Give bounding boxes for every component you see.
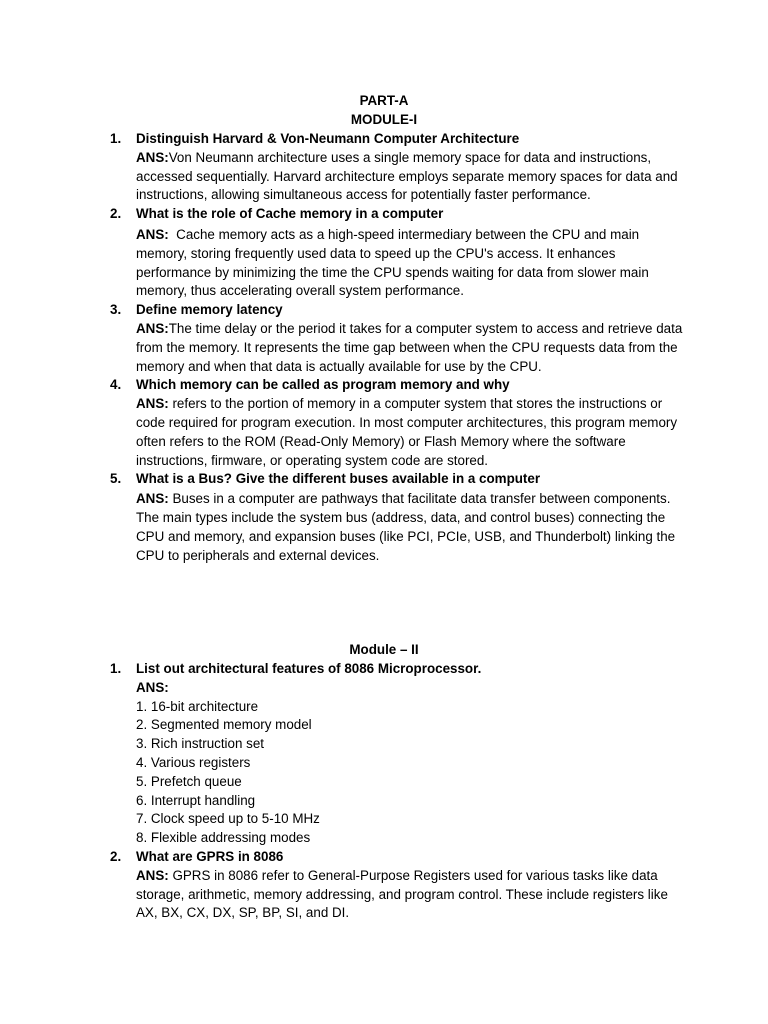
question-item [110,470,690,565]
question-text: What is the role of Cache memory in a computer [136,206,444,222]
question-item [110,205,690,301]
answer-label: ANS: [136,149,169,165]
answer-label: ANS: [136,491,169,507]
question-number: 1. [110,661,122,676]
module-2-title: Module – II [349,642,419,657]
answer [136,320,690,376]
module-2-questions [110,660,690,923]
answer-label: ANS: [136,679,169,695]
question-number: 3. [110,302,122,318]
answer [136,226,690,301]
answer-text: Buses in a computer are pathways that facilitate data transfer between components. The main types include the system bus (address, data, and control buses) connecting the CPU and memory, and expansion buses (like PCI, PCIe, USB, and Thunderbolt) linking the CPU to peripherals and external devices. [136,491,676,563]
answer [136,867,690,923]
question-item [110,130,690,205]
question-number: 1. [110,131,122,146]
answer-label: ANS: [136,320,169,336]
question-text: Which memory can be called as program memory and why [136,377,510,393]
list-item: 1. 16-bit architecture [136,698,259,714]
answer-label: ANS: [136,867,169,883]
part-title: PART-A [359,93,409,108]
list-item: 6. Interrupt handling [136,792,256,808]
list-item: 8. Flexible addressing modes [136,830,311,846]
answer-text: refers to the portion of memory in a computer system that stores the instructions or code required for program execution. In most computer architectures, this program memory often refers to the ROM (Read-Only Memory) or Flash Memory where the software instructions, firmware, or operating system code are stored. [136,396,678,468]
question-number: 2. [110,206,122,222]
list-item: 2. Segmented memory model [136,717,312,733]
question-item [110,376,690,470]
answer-label: ANS: [136,226,169,242]
list-item: 3. Rich instruction set [136,736,265,752]
answer-text: Von Neumann architecture uses a single memory space for data and instructions, accessed sequentially. Harvard architecture employs separate memory spaces for data and instructions, allowing simultaneous access for potentially faster performance. [136,149,678,203]
question-number: 5. [110,471,122,487]
feature-list [136,698,690,848]
answer-text: The time delay or the period it takes for a computer system to access and retrieve data from the memory. It represents the time gap between when the CPU requests data from the memory and when that data is actually available for use by the CPU. [136,320,683,374]
answer-text: GPRS in 8086 refer to General-Purpose Registers used for various tasks like data storage, arithmetic, memory addressing, and program control. These include registers like AX, BX, CX, DX, SP, BP, SI, and DI. [136,867,668,921]
answer [136,395,690,470]
module-1-title: MODULE-I [350,112,418,127]
question-text: What is a Bus? Give the different buses available in a computer [136,471,541,487]
module-1-questions [110,130,690,565]
question-text: Distinguish Harvard & Von-Neumann Computer Architecture [136,131,520,146]
list-item: 5. Prefetch queue [136,773,242,789]
answer [136,149,690,205]
question-text: What are GPRS in 8086 [136,848,284,864]
answer-text: Cache memory acts as a high-speed intermediary between the CPU and main memory, storing frequently used data to speed up the CPU's access. It enhances performance by minimizing the time the CPU spends waiting for data from slower main memory, thus accelerating overall system performance. [136,226,653,299]
question-item [110,301,690,376]
question-number: 2. [110,848,122,864]
question-text: List out architectural features of 8086 Microprocessor. [136,661,482,676]
question-text: Define memory latency [136,302,283,318]
list-item: 4. Various registers [136,754,251,770]
question-number: 4. [110,377,122,393]
answer [136,490,690,565]
answer-label: ANS: [136,396,169,412]
list-item: 7. Clock speed up to 5-10 MHz [136,811,320,827]
question-item [110,660,690,848]
question-item [110,848,690,923]
